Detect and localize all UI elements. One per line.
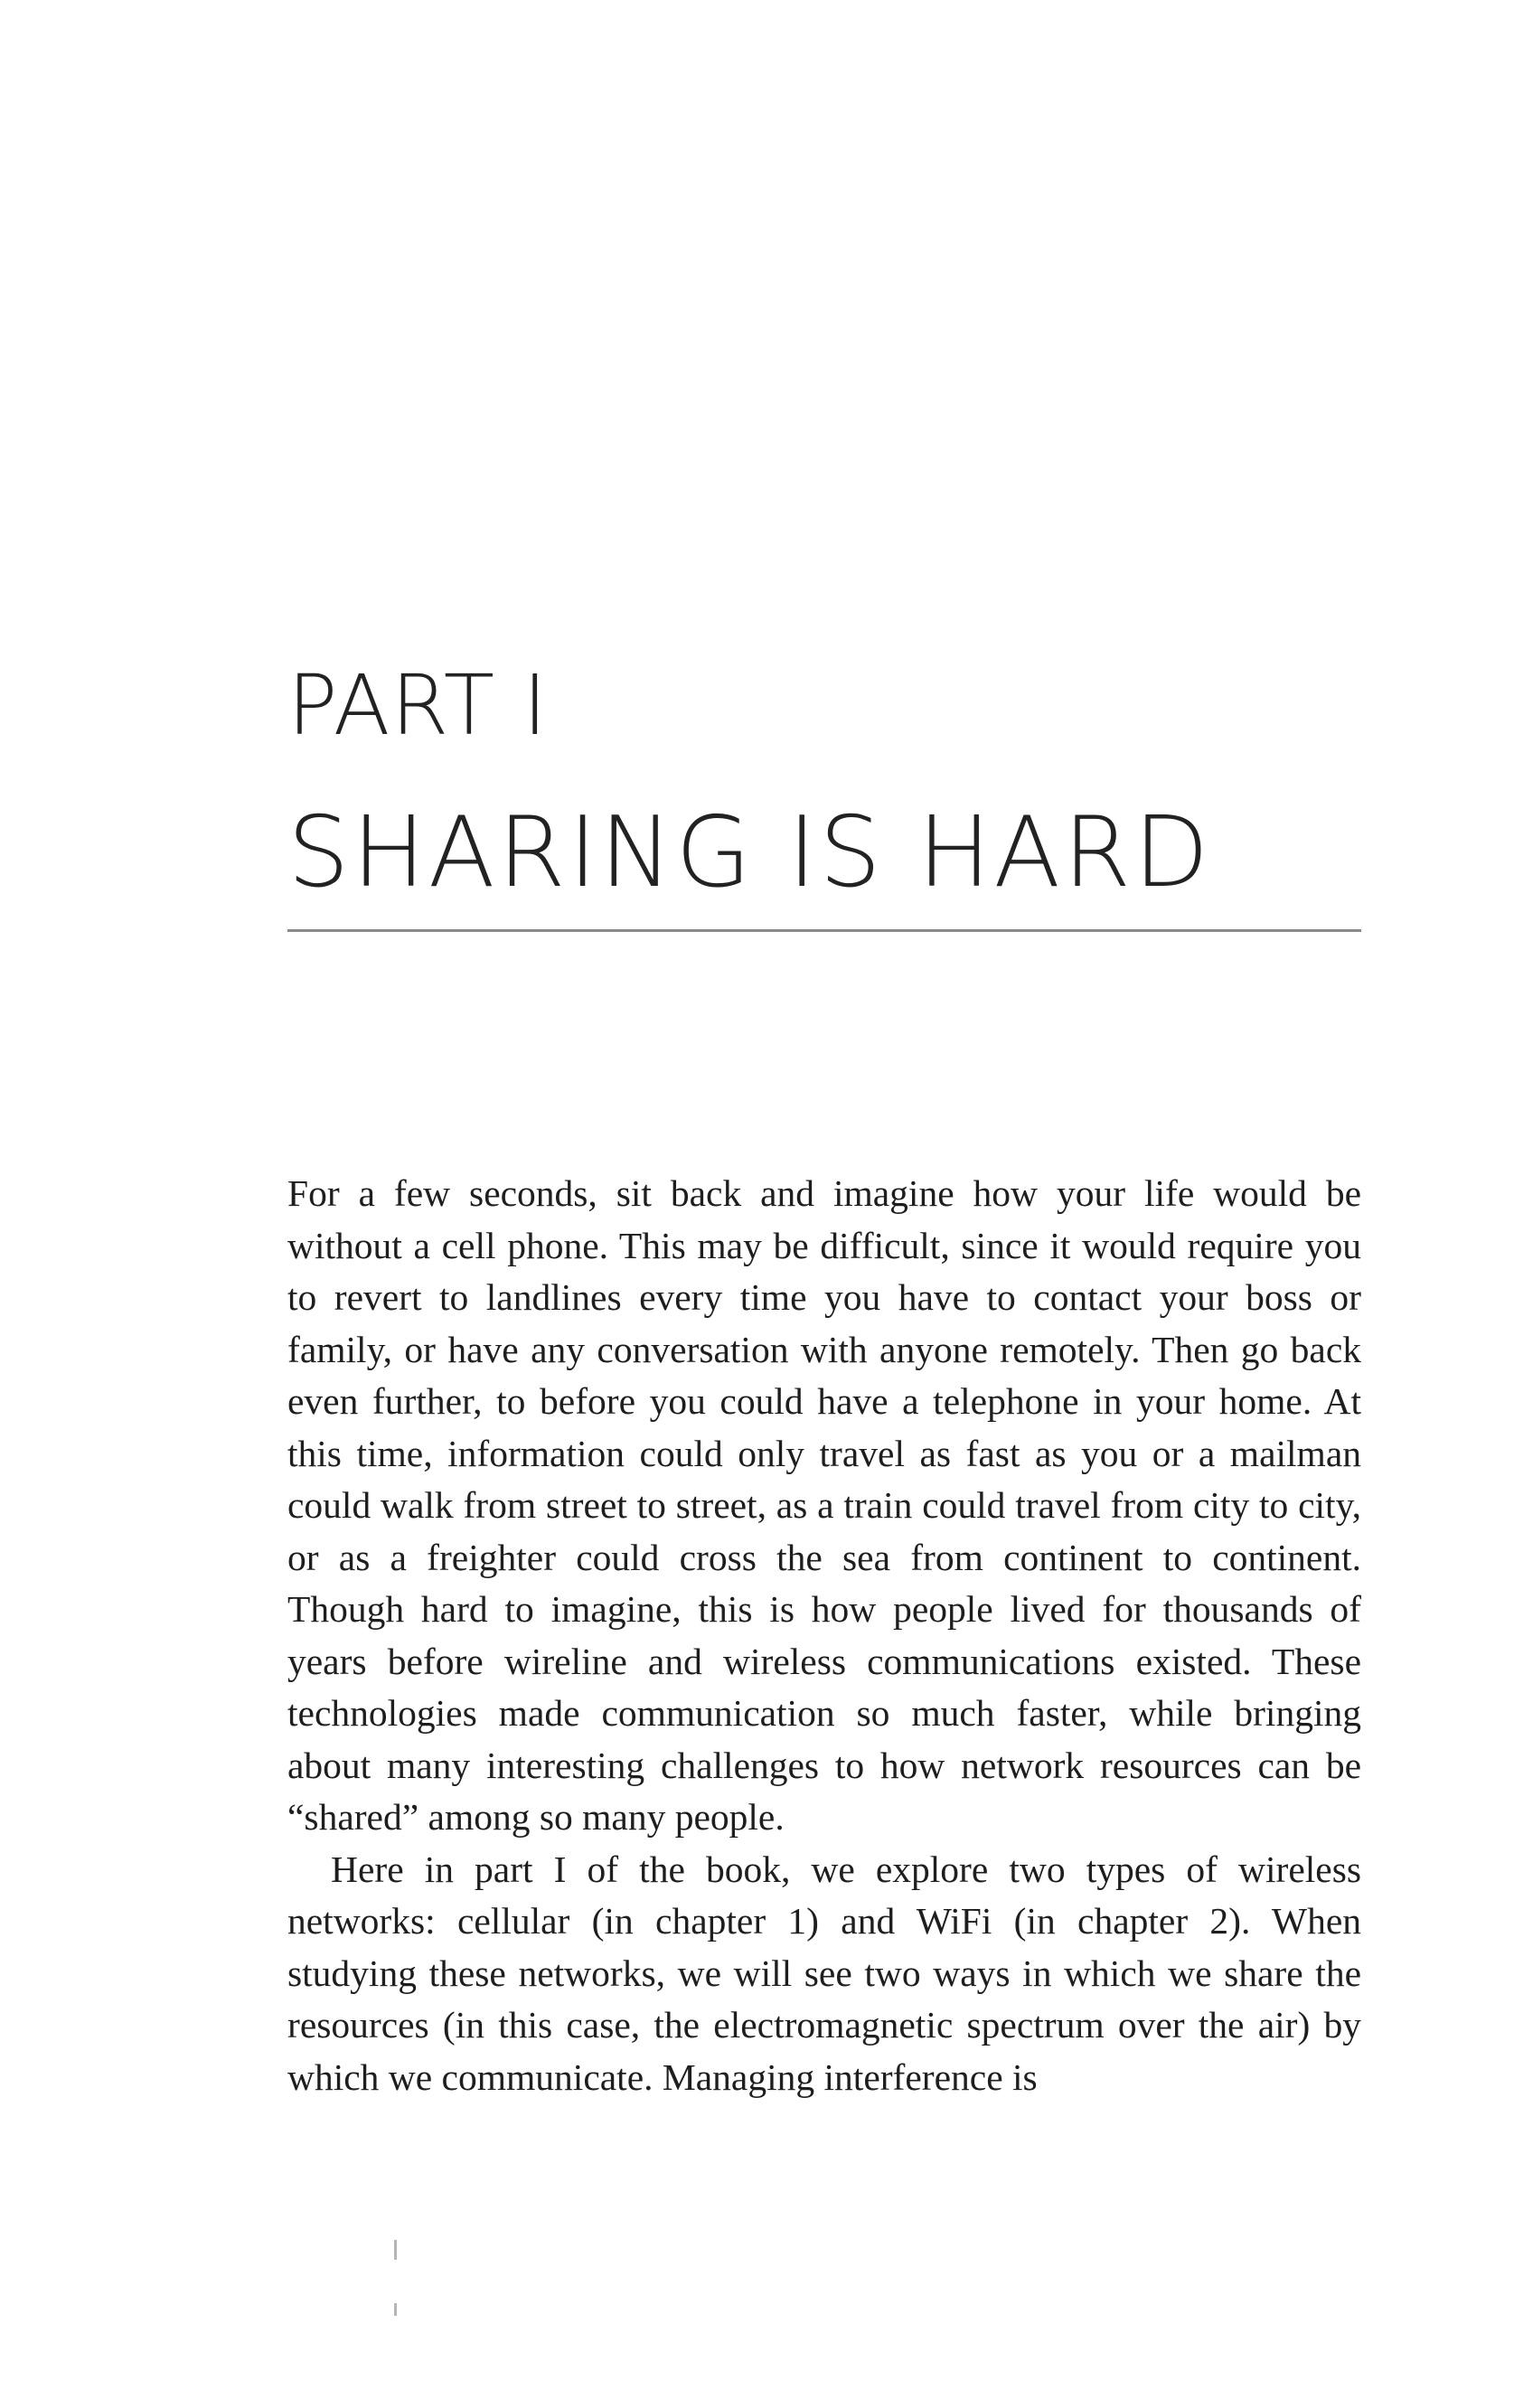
part-number-heading: PART I [287,657,549,754]
body-text [287,1168,1361,2103]
scan-speck-mark [394,2240,397,2260]
title-divider-rule [287,929,1361,932]
part-title-heading: SHARING IS HARD [287,796,1212,909]
paragraph-part-overview: Here in part I of the book, we explore two types of wireless networks: cellular (in chapter 1) and WiFi (in chapter 2). When studying these networks, we will see two ways in which we share the resources (in this case, the electromagnetic spectrum over the air) by which we communicate. Managing interference is [287,1848,1361,2098]
scan-speck-mark [394,2303,397,2316]
paragraph-intro: For a few seconds, sit back and imagine how your life would be without a cell phone. This may be difficult, since it would require you to revert to landlines every time you have to contact your boss or family, or have any conversation with anyone remotely. Then go back even further, to before you could have a telephone in your home. At this time, information could only travel as fast as you or a mailman could walk from street to street, as a train could travel from city to city, or as a freighter could cross the sea from continent to continent. Though hard to imagine, this is how people lived for thousands of years before wireline and wireless communications existed. These technologies made communication so much faster, while bringing about many interesting challenges to how network resources can be “shared” among so many people. [287,1172,1361,1838]
